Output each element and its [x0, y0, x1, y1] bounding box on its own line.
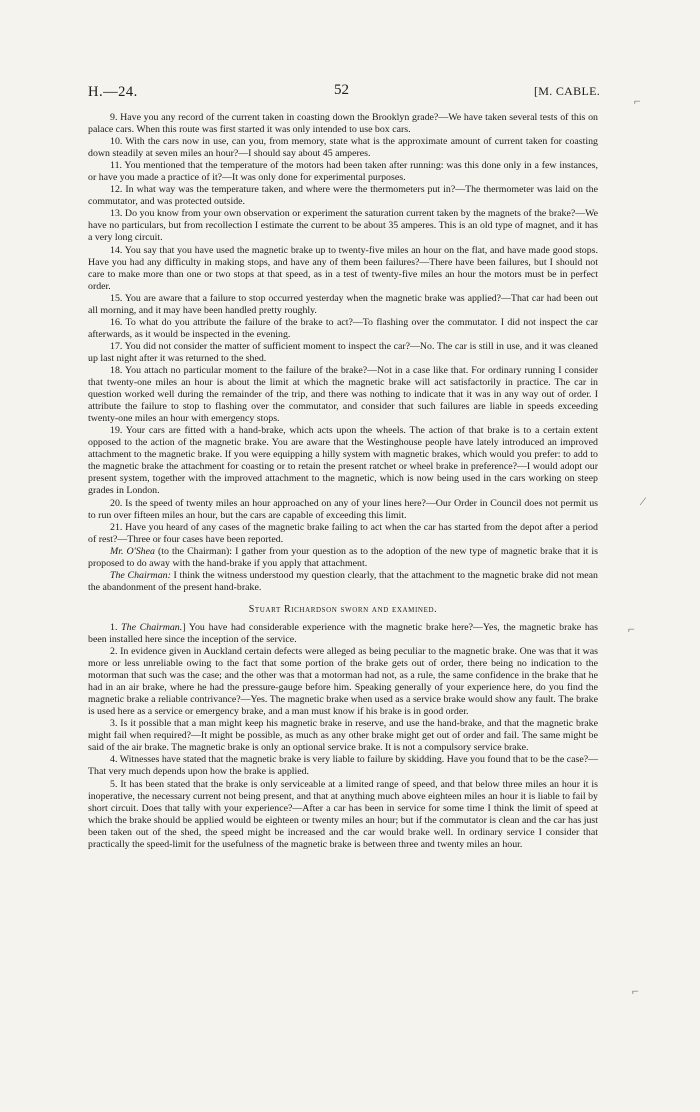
margin-mark: ⌐	[634, 94, 641, 108]
paragraph: 2. In evidence given in Auckland certain defects were alleged as being peculiar to the magnetic brake. One was that it was more or less unreliable owing to the fact that some portion of the brake gets out of order, there being no indication to the motorman that such was the case; and the other was that a motorman had not, as a rule, the same confidence in the brake that he had in an air brake, where he had the pressure-gauge before him. Speaking generally of your experience here, do you find the magnetic brake a reliable contrivance?—Yes. The magnetic brake when used as a service brake would show any fault. The brake is used here as a service or emergency brake, and a man must know if his brake is in good order.	[88, 646, 598, 718]
speaker-name: The Chairman:	[110, 569, 171, 581]
paper-reference: H.—24.	[88, 84, 138, 100]
page-number: 52	[334, 82, 349, 98]
question-number: 1.	[110, 621, 122, 633]
remark-text: I think the witness understood my question clearly, that the attachment to the magnetic brake did not mean the abandonment of the present hand-brake.	[88, 569, 598, 593]
witness-heading: Stuart Richardson sworn and examined.	[248, 603, 438, 615]
paragraph: 14. You say that you have used the magnetic brake up to twenty-five miles an hour on the flat, and have made good stops. Have you had any difficulty in making stops, and have any of them been failures?—There have been failures, but I should not care to make more than one or two stops at that speed, as in a test of twenty-five miles an hour the motors must be in perfect order.	[88, 244, 598, 292]
paragraph: 5. It has been stated that the brake is only serviceable at a limited range of speed, and that below three miles an hour it is inoperative, the necessary current not being present, and that at anything much above eighteen miles an hour it is liable to fail by short circuit. Does that tally with your experience?—After a car has been in service for some time I think the limit of speed at which the brake should be applied would be eighteen or twenty miles an hour; but if the commutator is clean and the car has just been taken out of the shed, the speed might be increased and the car would brake well. In ordinary service I consider that practically the speed-limit for the usefulness of the magnetic brake is between three and twenty miles an hour.	[88, 778, 598, 850]
paragraph: 9. Have you any record of the current taken in coasting down the Brooklyn grade?—We have taken several tests of this on palace cars. When this route was first started it was only intended to use box cars.	[88, 112, 598, 136]
paragraph: 17. You did not consider the matter of sufficient moment to inspect the car?—No. The car is still in use, and it was cleaned up last night after it was returned to the shed.	[88, 340, 598, 364]
paragraph	[88, 622, 598, 646]
paragraph: 16. To what do you attribute the failure of the brake to act?—To flashing over the commutator. I did not inspect the car afterwards, as it would be inspected in the evening.	[88, 316, 598, 340]
paragraph: 19. Your cars are fitted with a hand-brake, which acts upon the wheels. The action of that brake is to a certain extent opposed to the action of the magnetic brake. You are aware that the Westinghouse people have lately introduced an improved attachment to the magnetic brake. If you were equipping a hilly system with magnetic brakes, which would you prefer: to add to the magnetic brake the attachment for coasting or to retain the present ratchet or wheel brake in preference?—I would adopt our present system, together with the improved attachment to the magnetic, which is now being used in the cars working on steep grades in London.	[88, 425, 598, 497]
paragraph: 13. Do you know from your own observation or experiment the saturation current taken by the magnets of the brake?—We have no particulars, but from recollection I estimate the current to be about 35 amperes. This is an old type of magnet, and it has a very long circuit.	[88, 208, 598, 244]
paragraph: 10. With the cars now in use, can you, from memory, state what is the approximate amount of current taken for coasting down steadily at seven miles an hour?—I should say about 45 amperes.	[88, 136, 598, 160]
question-text: ] You have had considerable experience with the magnetic brake here?—Yes, the magnetic brake has been installed here since the inception of the service.	[88, 621, 598, 645]
margin-mark: ⌐	[632, 984, 639, 998]
paragraph: 11. You mentioned that the temperature of the motors had been taken after running: was this done only in a few instances, or have you made a practice of it?—It was only done for experimental purposes.	[88, 160, 598, 184]
body-text	[88, 112, 598, 851]
section-reference: [M. CABLE.	[534, 84, 600, 98]
chairman-remark	[88, 570, 598, 594]
margin-mark: ⌐	[628, 622, 635, 636]
oshea-remark	[88, 546, 598, 570]
paragraph: 21. Have you heard of any cases of the magnetic brake failing to act when the car has started from the depot after a period of rest?—Three or four cases have been reported.	[88, 521, 598, 545]
paragraph: 12. In what way was the temperature taken, and where were the thermometers put in?—The thermometer was laid on the commutator, and was protected outside.	[88, 184, 598, 208]
speaker-name: The Chairman.	[121, 621, 183, 633]
margin-mark: ⁄	[642, 494, 645, 508]
paragraph: 4. Witnesses have stated that the magnetic brake is very liable to failure by skidding. Have you found that to be the case?—That very much depends upon how the brake is applied.	[88, 754, 598, 778]
paragraph: 3. Is it possible that a man might keep his magnetic brake in reserve, and use the hand-brake, and that the magnetic brake might fail when required?—It might be possible, as much as any other brake might get out of order and fail. The same might be said of the air brake. The magnetic brake is only an optional service brake. It is not a compulsory service brake.	[88, 718, 598, 754]
paragraph: 18. You attach no particular moment to the failure of the brake?—Not in a case like that. For ordinary running I consider that twenty-one miles an hour is about the limit at which the magnetic brake will act satisfactorily in practice. The car in question worked well during the remainder of the trip, and there was nothing to indicate that it was in any way out of order. I attribute the failure to stop to flashing over the commutator, and consider that such failures are liable in speeds exceeding twenty-one miles an hour with emergency stops.	[88, 364, 598, 425]
remark-text: (to the Chairman): I gather from your question as to the adoption of the new type of magnetic brake that it is proposed to do away with the hand-brake if you apply that attachment.	[88, 545, 598, 569]
paragraph: 15. You are aware that a failure to stop occurred yesterday when the magnetic brake was applied?—That car had been out all morning, and it may have been handled pretty roughly.	[88, 292, 598, 316]
paragraph: 20. Is the speed of twenty miles an hour approached on any of your lines here?—Our Order in Council does not permit us to run over fifteen miles an hour, but the cars are capable of exceeding this limit.	[88, 497, 598, 521]
page-header	[88, 84, 600, 104]
speaker-name: Mr. O'Shea	[110, 545, 155, 557]
